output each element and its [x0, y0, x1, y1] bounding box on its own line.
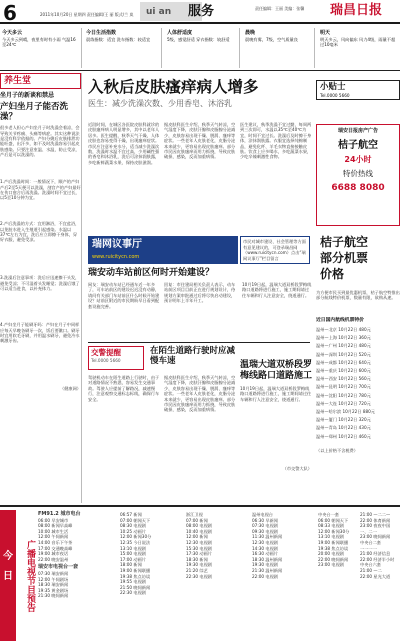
- tv-program: 06:00 朝闻天下: [318, 517, 349, 523]
- route-item: 温州—青岛 10月22日 430元: [316, 425, 371, 431]
- story3-title: 温瑞大道双桥段罗梅线路口道路施工: [240, 360, 313, 381]
- weather-comfort: [165, 28, 240, 68]
- ad2-footer: （以上价格不含税费）: [316, 448, 358, 453]
- web-banner: [88, 236, 238, 264]
- newspaper-logo: 瑞昌日报: [330, 3, 383, 18]
- left-column: [0, 73, 82, 503]
- tv-program: 16:30 动画片: [252, 551, 278, 557]
- section-title: 服务: [188, 4, 215, 19]
- tv-program: 06:30 早新闻: [252, 517, 278, 523]
- radio-program: 22:00 晚安温州: [38, 556, 69, 562]
- route-item: 温州—昆明 10月22日 700元: [316, 384, 371, 390]
- tv-program: 15:30 电视剧: [186, 545, 212, 551]
- tv-program: 一、二一: [360, 528, 377, 534]
- tv-program: 温州电视台: [252, 512, 273, 517]
- ad1-hours: 24小时: [344, 155, 372, 165]
- divider: [0, 505, 400, 507]
- radio-program: 06:00 早安城市: [38, 517, 69, 523]
- page-header: [0, 0, 400, 24]
- tv-program: 17:30 动画片: [186, 551, 212, 557]
- tv-program: 08:30 电视剧: [120, 523, 146, 529]
- story2-body: 网友：瑞安动车站已经通车近一年多了，可车站前区的建设迟迟没有动静，请问有关部门车站前区什么时候开始建设？站前区附近的市民期盼早日看到配套设施完善。: [88, 282, 160, 309]
- tv-program: 13:10 电视剧: [120, 545, 146, 551]
- web-banner-url[interactable]: www.ruicitycn.com: [92, 253, 140, 260]
- radio-program: 10:00 城市生活: [38, 528, 69, 534]
- tv-program: 13:10 电视剧: [318, 534, 344, 540]
- radio-program: 17:00 交通晚高峰: [38, 545, 73, 551]
- weather-today-body: 今天多云到晴，夜里有时有小雨 气温16至24℃: [2, 36, 76, 48]
- story2: [88, 268, 310, 278]
- radio-column: [38, 512, 116, 599]
- route-item: 温州—郑州 10月22日 460元: [316, 433, 371, 439]
- ad2-line1: 桔子航空: [320, 235, 369, 249]
- tv-program: 07:00 新闻: [186, 517, 208, 523]
- weather-evening-title: 晨晚: [245, 30, 256, 36]
- tv-program: 22:30 电视剧: [186, 573, 212, 579]
- local-tv-program: 21:30 晚间新闻: [38, 593, 69, 599]
- tv-program: 22:00 电视剧: [252, 573, 278, 579]
- tv-guide-title: 广播电视节目预告: [25, 539, 35, 612]
- ad1-line1: 瑞安日报房产广告: [337, 128, 378, 134]
- story2-reply: 回复：市住建局相关负责人表示，动车站前区项目目前正在进行规划设计，待规划方案审批通过后将尽快启动建设，预计明年上半年开工。: [164, 282, 236, 304]
- weather-today-title: 今天多云: [2, 30, 23, 36]
- tv-program: 21:50 晚间新闻: [120, 584, 151, 590]
- tv-program: 22:30 电视剧: [120, 590, 146, 596]
- editor-line: 责任编辑：王丽 美编：张馨: [255, 6, 305, 11]
- ad2-note: 为方便市民买到最优惠机票，桔子航空特推出部分航线特价机票，数量有限，欲购从速。: [316, 290, 400, 301]
- radio-program: 14:00 音乐下午茶: [38, 539, 73, 545]
- tv-program: 一一一一: [360, 545, 377, 551]
- tv-program: 19:30 电视剧: [252, 562, 278, 568]
- story3-lead: 10月19日起，温瑞大道双桥段罗梅线路口道路将进行施工，施工期间请过往车辆和行人注意安全，绕道通行。: [242, 282, 312, 298]
- tips-title: 小贴士: [320, 82, 346, 92]
- radio-program: 19:00 城市夜话: [38, 551, 69, 557]
- ad2-line2: 部分机票: [320, 251, 369, 266]
- main-body-col2: 据皮肤科医生介绍，秋季天气转凉，空气湿度下降，皮肤汗腺和皮脂腺分泌减少，皮肤容易出现干燥、脱屑、瘙痒等症状。一些老年人皮肤老化，皮脂分泌本来就少，更容易出现皮肤瘙痒。部分市民因皮肤瘙痒而用力抓挠，导致皮肤破损、感染，反而加重病情。: [164, 122, 236, 160]
- route-item: 温州—北京 10月22日 480元: [316, 327, 371, 332]
- divider: [0, 70, 400, 71]
- tv-program: 12:30 电视剧: [252, 539, 278, 545]
- ad1-hotline: 特价热线: [343, 169, 373, 179]
- weather-evening-body: 晨晚有雾，7级，空气质量良: [245, 36, 298, 42]
- tv-program: 11:30 温州新闻: [252, 534, 283, 540]
- local-tv-program: 12:00 午间剧场: [38, 576, 69, 582]
- page-number: 6: [3, 1, 17, 25]
- tv-program: 08:00 电视剧: [186, 523, 212, 529]
- tv-column-5: [360, 512, 400, 579]
- left-paragraph: 2.产后洗澡的方式：宜用淋浴，不宜盆浴，以免脏水进入生殖道引起感染。水温以37℃左右为宜，洗后应立即擦干身体，穿好衣服，避免受凉。: [0, 221, 80, 243]
- tv-program: 22:00 星光大道: [360, 573, 391, 579]
- tv-program: 10:25 动画片: [120, 528, 146, 534]
- tv-program: 12:30 电视剧: [186, 539, 212, 545]
- flight-ad-1[interactable]: [316, 124, 400, 226]
- tv-program: 18:30 新闻: [186, 556, 208, 562]
- tv-column-1: [120, 512, 182, 596]
- ad1-big: 桔子航空: [338, 139, 378, 151]
- weather-tomorrow-body: 明天多云，风向偏东 风力4级，雨量不超过10毫米: [320, 36, 396, 48]
- weather-index-title: 今日生活指数: [86, 30, 117, 36]
- main-body-col1: 近段时间，在城区各医院皮肤科就诊的皮肤瘙痒病人明显增多，其中以老年人居多。医生提醒，秋季天气干燥，人体皮肤也容易变得干燥，出现瘙痒症状。市民应注意补充水分，适当减少洗澡次数，洗澡时水温不宜过高，少用碱性强的香皂和沐浴乳，洗后可涂抹润肤露，多吃新鲜蔬菜水果，保持皮肤滋润。: [88, 122, 160, 165]
- story3: [242, 282, 312, 338]
- tv-program: 18:30 温州新闻: [252, 556, 283, 562]
- tv-column-2: [186, 512, 248, 579]
- story3-source: （市交警大队）: [282, 466, 312, 471]
- ad1-phone[interactable]: 6688 8080: [331, 183, 385, 194]
- tv-program: 17:00 动画片: [120, 556, 146, 562]
- tv-program: 浙江卫视: [186, 512, 203, 517]
- tv-program: 12:00 新闻: [186, 534, 208, 540]
- tv-program: 12:00 新闻30分: [318, 528, 350, 534]
- web-banner-title: 瑞网议事厅: [92, 239, 142, 250]
- weather-index: [84, 28, 162, 68]
- tv-program: 06:57 新闻: [120, 512, 142, 517]
- left-source: （健康网）: [60, 386, 81, 392]
- divider: [88, 342, 310, 343]
- tv-program: 10:40 电视剧: [186, 528, 212, 534]
- tv-program: 07:30 电视剧: [252, 523, 278, 529]
- route-item: 温州—西安 10月22日 560元: [316, 376, 371, 382]
- local-tv-title: 瑞安市电视台一套: [38, 564, 79, 571]
- tv-program: 19:38 焦点访谈: [318, 545, 349, 551]
- route-list: [316, 326, 400, 441]
- route-item: 温州—大连 10月22日 720元: [316, 400, 371, 406]
- local-tv-program: 19:35 黄金剧场: [38, 587, 69, 593]
- story2-title: 瑞安动车站前区何时开始建设？: [88, 268, 215, 278]
- tv-program: 中央台六套: [360, 562, 381, 568]
- tv-program: 19:30 电视剧: [186, 562, 212, 568]
- tv-program: 15:00 电视剧: [120, 551, 146, 557]
- date-line: 2011年10月20日 星期四 责任编辑/王 丽 版式/兰 岚: [40, 12, 134, 17]
- traffic-notice-body: 驾驶机动车在陌生道路上行驶时，由于对道路情况不熟悉，容易发生交通事故。驾驶人应提前了解路况，减速慢行，注意观察交通标志标线，确保行车安全。: [88, 375, 160, 402]
- radio-program: 08:00 新闻早高峰: [38, 523, 73, 529]
- main-headline: 入秋后皮肤瘙痒病人增多: [88, 78, 259, 96]
- tv-program: 23:00 晚间新闻: [360, 534, 391, 540]
- route-item: 温州—厦门 10月22日 320元: [316, 417, 371, 423]
- weather-tomorrow: [318, 28, 400, 68]
- weather-comfort-title: 人体舒适度: [167, 30, 193, 36]
- health-banner: 养生堂: [0, 73, 81, 89]
- main-story: [88, 78, 310, 110]
- tv-program: 21:00 —二: [360, 567, 382, 573]
- main-body-col3: 医生建议，秋季洗澡不宜过勤，每周两到三次即可，水温以35℃至40℃为宜，时间不宜过长。洗澡后及时擦干身体，涂抹润肤露。衣服宜选择纯棉制品，避免化纤、羊毛衣物直接接触皮肤。饮食上应多喝水，多吃蔬菜水果，少吃辛辣刺激性食物。: [240, 122, 312, 160]
- tv-column-3: [252, 512, 314, 579]
- radio-program: 12:00 午间新闻: [38, 534, 69, 540]
- tv-program: 08:33 电视剧: [318, 523, 344, 529]
- tv-guide-label: [0, 510, 16, 641]
- tv-program: 18:00 新闻: [120, 562, 142, 568]
- tv-program: 23:00 电视剧: [318, 562, 344, 568]
- weather-tomorrow-title: 明天: [320, 30, 331, 36]
- traffic-notice-badge: [88, 346, 144, 370]
- tv-program: 22:00 晚间新闻: [318, 556, 349, 562]
- left-paragraph: 1.产后洗澡时间：一般情况下，顺产的产妇产后2至5天便可以洗澡，剖宫产的产妇最好在伤口愈合后再洗澡。洗澡时间不宜过长，以5至10分钟为宜。: [0, 179, 81, 201]
- weather-index-body: 晨练指数：适宜 洗车指数：较适宜: [86, 36, 151, 42]
- tv-program: 19:55 电视剧: [120, 579, 146, 585]
- tv-program: 19:00 新闻联播: [120, 567, 151, 573]
- radio-program-list: [38, 518, 116, 563]
- story3-head: [240, 360, 312, 471]
- local-tv-program-list: [38, 571, 116, 599]
- tv-program: 14:30 电视剧: [252, 545, 278, 551]
- radio-title: FM91.2 城市电台: [38, 511, 81, 517]
- tv-program: 20:00 电视剧: [318, 551, 344, 557]
- traffic-notice-phone: Tel.0000 5660: [91, 358, 121, 364]
- traffic-notice-body2: 据皮肤科医生介绍，秋季天气转凉，空气湿度下降，皮肤汗腺和皮脂腺分泌减少，皮肤容易出现干燥、脱屑、瘙痒等症状。一些老年人皮肤老化，皮脂分泌本来就少，更容易出现皮肤瘙痒。部分市民因皮肤瘙痒而用力抓挠，导致皮肤破损、感染，反而加重病情。: [164, 375, 236, 413]
- traffic-notice: [150, 346, 238, 366]
- route-item: 温州—沈阳 10月22日 780元: [316, 392, 371, 398]
- web-banner-note: 市民对城市建设、社会管理等方面有意见建议的，可登录瑞昌网（www.ruicitycn.com）点击“瑞网议事厅”栏目留言: [240, 236, 310, 264]
- tv-program: 09:30 电视剧: [252, 528, 278, 534]
- route-item: 温州—成都 10月22日 640元: [316, 359, 371, 365]
- tv-label-bottom: 日: [3, 570, 13, 582]
- tv-label-top: 今: [3, 551, 13, 562]
- flight-ad-2-head: [316, 232, 400, 284]
- traffic-notice-label: 交警提醒: [91, 348, 121, 357]
- ad2-subtitle: 近日国内航线机票特价: [316, 318, 364, 323]
- tv-column-4: [318, 512, 358, 568]
- tips-tel: Tel.0000 5660: [320, 93, 350, 99]
- tv-program: 中央台一套: [318, 512, 339, 517]
- tv-program: 22:00 经济半小时: [360, 556, 395, 562]
- left-paragraph: 很多老人担心产妇坐月子时洗澡会着凉，会导致关节疼痛、头痛等病症。其实这种说法是没有科学依据的。产妇分娩后皮肤排泄功能旺盛，出汗多，如不及时洗澡容易引起皮肤感染。只要注意室温、水温，防止受凉，产后是可以洗澡的。: [0, 125, 80, 158]
- tv-program: 22:00 体育新闻: [360, 517, 391, 523]
- left-headline-1: 坐月子的新谈和禁忌: [0, 92, 55, 99]
- tv-program: 21:00 —二二—: [360, 512, 391, 517]
- tv-program: 23:00 夜夜中国: [360, 523, 391, 529]
- tv-program: 19:38 焦点访谈: [120, 573, 151, 579]
- local-tv-program: 18:30 瑞安新闻: [38, 582, 69, 588]
- story3-body: 10月19日起，温瑞大道双桥段罗梅线路口道路将进行施工，施工期间请过往车辆和行人注意安全，绕道通行。: [240, 386, 312, 402]
- main-subhead: 医生：减少洗澡次数、少用香皂、沐浴乳: [88, 99, 232, 108]
- tv-program: 21:20 综艺: [186, 567, 208, 573]
- tv-program: 12:35 今日说法: [120, 539, 151, 545]
- tv-program: 12:00 新闻30分: [120, 534, 152, 540]
- route-item: 温州—广州 10月22日 480元: [316, 343, 371, 349]
- route-item: 温州—上海 10月22日 360元: [316, 335, 371, 341]
- tv-program: 中央台二套: [360, 539, 381, 545]
- tv-program: 19:00 新闻联播: [318, 539, 349, 545]
- local-tv-program: 07:30 瑞安新闻: [38, 570, 69, 576]
- left-paragraph: 4.产妇坐月子能刷牙吗：产妇在月子中同样应每天早晚各刷牙一次，饭后要漱口。刷牙时宜用软毛牙刷，并用温水刷牙，避免冷水刺激牙齿。: [0, 322, 80, 344]
- weather-comfort-body: 5级，感觉舒适 穿衣指数：较舒适: [167, 36, 230, 42]
- route-item: 温州—深圳 10月22日 520元: [316, 351, 371, 357]
- tv-program: 21:30 温州新闻: [252, 567, 283, 573]
- left-headline-2: 产妇坐月子能否洗澡？: [0, 102, 69, 123]
- tv-program: 21:00 经济信息: [360, 551, 391, 557]
- ad2-line3: 价格: [320, 267, 345, 282]
- weather-evening: [243, 28, 315, 68]
- tv-program: 07:00 朝闻天下: [120, 517, 151, 523]
- traffic-notice-title: 在陌生道路行驶时应减慢车速: [150, 346, 236, 366]
- brand-latin: ui an: [146, 7, 172, 17]
- left-paragraph: 3.洗澡后注意事项：洗后应迅速擦干头发，避免受凉；不可湿着头发睡觉；洗澡后饿了可以适当进食，以补充体力。: [0, 275, 80, 291]
- tips-box: [316, 80, 400, 100]
- route-item: 温州—重庆 10月22日 600元: [316, 368, 371, 374]
- route-item: 温州—哈尔滨 10月22日 880元: [316, 409, 375, 415]
- weather-today: [0, 28, 82, 68]
